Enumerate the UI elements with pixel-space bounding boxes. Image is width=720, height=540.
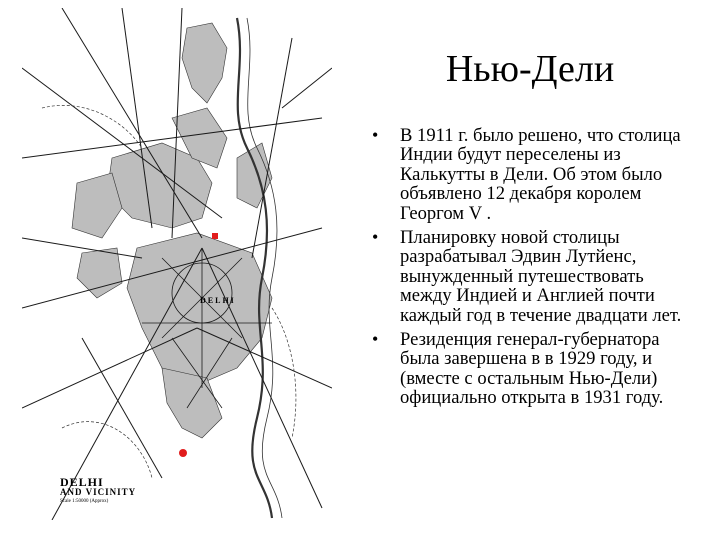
bullet-dot-icon: •: [372, 125, 379, 145]
bullet-dot-icon: •: [372, 227, 379, 248]
map-subtitle: AND VICINITY: [60, 487, 137, 497]
bullet-item: [372, 228, 687, 325]
map-center-label: DELHI: [200, 296, 236, 305]
bullet-dot-icon: •: [372, 329, 379, 350]
slide-title: Нью-Дели: [445, 48, 615, 90]
bullet-item: [372, 126, 687, 223]
delhi-map: [22, 8, 332, 520]
bullet-item: [372, 330, 687, 408]
marker-red-circle: [179, 449, 187, 457]
map-scale-note: Scale 1:50000 (Approx): [60, 499, 109, 504]
bullet-list: [372, 126, 687, 413]
bullet-text: Планировку новой столицы разрабатывал Эдвин Лутйенс, вынужденный путешествовать между Индией и Англией почти каждый год в течение двадцати лет.: [400, 227, 682, 326]
marker-red: [212, 233, 218, 239]
bullet-text: В 1911 г. было решено, что столица Индии будут переселены из Калькутты в Дели. Об этом было объявлено 12 декабря королем Георгом V .: [400, 125, 681, 224]
map-title: DELHI: [60, 475, 104, 489]
bullet-text: Резиденция генерал-губернатора была завершена в в 1929 году, и (вместе с остальным Нью-Дели) официально открыта в 1931 году.: [400, 329, 664, 409]
map-drawing: [22, 8, 332, 520]
